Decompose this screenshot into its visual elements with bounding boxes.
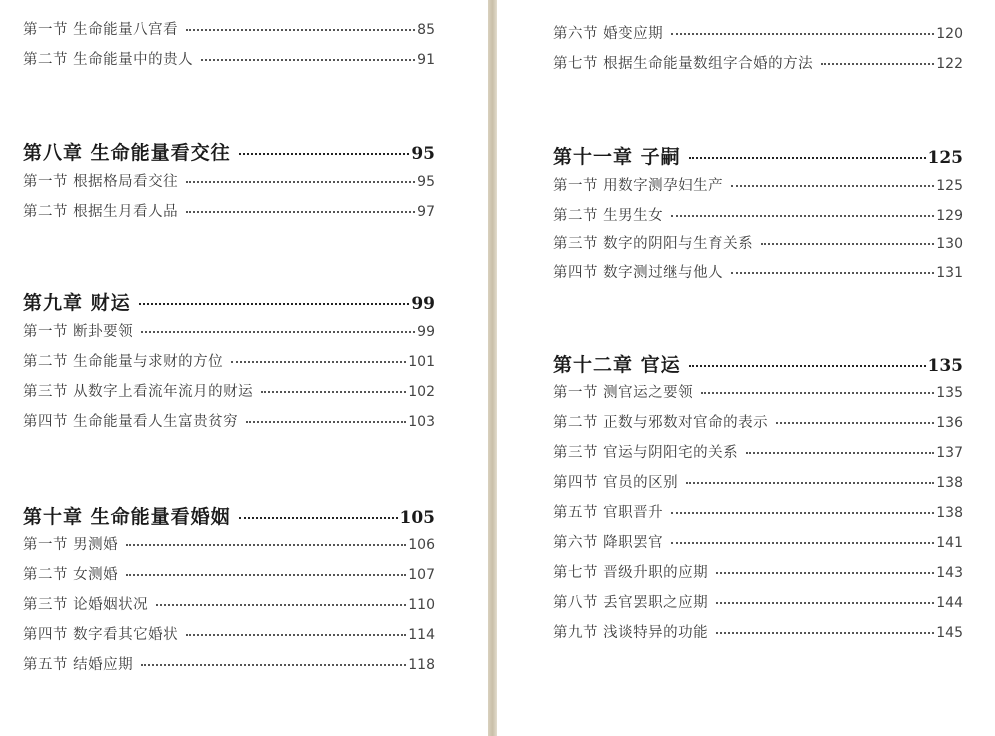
- dot-leader: [231, 360, 406, 363]
- dot-leader: [141, 663, 406, 666]
- page-number: 138: [936, 505, 963, 521]
- dot-leader: [731, 271, 934, 274]
- page-number: 141: [936, 535, 963, 551]
- entry-title: 第二节 生命能量与求财的方位: [23, 354, 224, 370]
- toc-entry: [553, 561, 963, 582]
- page-number: 143: [936, 565, 963, 581]
- entry-title: 第二节 生男生女: [553, 208, 664, 224]
- chapter-title: 第十章 生命能量看婚姻: [23, 506, 231, 528]
- dot-leader: [239, 516, 398, 519]
- entry-title: 第三节 官运与阴阳宅的关系: [553, 445, 739, 461]
- page-number: 136: [936, 415, 963, 431]
- entry-title: 第四节 数字看其它婚状: [23, 627, 179, 643]
- page-number: 125: [936, 178, 963, 194]
- page-number: 125: [927, 148, 963, 168]
- dot-leader: [671, 214, 934, 217]
- entry-title: 第二节 女测婚: [23, 567, 119, 583]
- entry-title: 第九节 浅谈特异的功能: [553, 625, 709, 641]
- toc-entry: [553, 411, 963, 432]
- toc-entry: [23, 200, 435, 221]
- toc-entry: [23, 350, 435, 371]
- page-number: 95: [417, 174, 435, 190]
- page-number: 129: [936, 208, 963, 224]
- entry-title: 第四节 官员的区别: [553, 475, 679, 491]
- entry-title: 第七节 晋级升职的应期: [553, 565, 709, 581]
- right-page: [497, 0, 995, 736]
- dot-leader: [141, 330, 415, 333]
- dot-leader: [139, 302, 410, 305]
- toc-entry: [553, 501, 963, 522]
- dot-leader: [671, 541, 934, 544]
- dot-leader: [239, 152, 410, 155]
- dot-leader: [761, 242, 934, 245]
- toc-entry: [23, 593, 435, 614]
- page-number: 99: [417, 324, 435, 340]
- dot-leader: [671, 511, 934, 514]
- entry-title: 第一节 男测婚: [23, 537, 119, 553]
- page-number: 101: [408, 354, 435, 370]
- dot-leader: [731, 184, 934, 187]
- dot-leader: [156, 603, 406, 606]
- toc-entry: [553, 621, 963, 642]
- page-number: 135: [927, 356, 963, 376]
- toc-entry: [553, 441, 963, 462]
- page-number: 103: [408, 414, 435, 430]
- toc-entry: [23, 320, 435, 341]
- dot-leader: [701, 391, 934, 394]
- dot-leader: [716, 601, 934, 604]
- entry-title: 第三节 论婚姻状况: [23, 597, 149, 613]
- chapter-title: 第十二章 官运: [553, 354, 681, 376]
- dot-leader: [716, 571, 934, 574]
- toc-entry: [23, 653, 435, 674]
- toc-entry: [23, 623, 435, 644]
- page-number: 130: [936, 236, 963, 252]
- page-number: 138: [936, 475, 963, 491]
- page-number: 91: [417, 52, 435, 68]
- dot-leader: [201, 58, 415, 61]
- dot-leader: [686, 481, 934, 484]
- entry-title: 第五节 官职晋升: [553, 505, 664, 521]
- page-number: 97: [417, 204, 435, 220]
- toc-entry: [23, 380, 435, 401]
- dot-leader: [126, 543, 406, 546]
- entry-title: 第一节 用数字测孕妇生产: [553, 178, 724, 194]
- page-number: 145: [936, 625, 963, 641]
- entry-title: 第六节 降职罢官: [553, 535, 664, 551]
- toc-entry: [553, 52, 963, 73]
- chapter-heading: [23, 138, 435, 165]
- page-number: 110: [408, 597, 435, 613]
- page-number: 107: [408, 567, 435, 583]
- page-number: 122: [936, 56, 963, 72]
- entry-title: 第四节 生命能量看人生富贵贫穷: [23, 414, 239, 430]
- entry-title: 第一节 测官运之要领: [553, 385, 694, 401]
- toc-entry: [553, 471, 963, 492]
- entry-title: 第三节 从数字上看流年流月的财运: [23, 384, 254, 400]
- toc-entry: [23, 563, 435, 584]
- dot-leader: [186, 633, 406, 636]
- page-number: 102: [408, 384, 435, 400]
- dot-leader: [689, 364, 926, 367]
- toc-entry: [553, 22, 963, 43]
- entry-title: 第一节 根据格局看交往: [23, 174, 179, 190]
- toc-entry: [553, 174, 963, 195]
- entry-title: 第三节 数字的阴阳与生育关系: [553, 236, 754, 252]
- entry-title: 第四节 数字测过继与他人: [553, 265, 724, 281]
- toc-entry: [553, 261, 963, 282]
- chapter-title: 第九章 财运: [23, 292, 131, 314]
- entry-title: 第五节 结婚应期: [23, 657, 134, 673]
- left-page: [0, 0, 490, 736]
- toc-entry: [553, 232, 963, 253]
- page-number: 114: [408, 627, 435, 643]
- dot-leader: [689, 156, 926, 159]
- dot-leader: [671, 32, 934, 35]
- entry-title: 第六节 婚变应期: [553, 26, 664, 42]
- page-number: 99: [411, 294, 435, 314]
- toc-entry: [553, 591, 963, 612]
- chapter-heading: [553, 142, 963, 169]
- dot-leader: [776, 421, 934, 424]
- page-number: 85: [417, 22, 435, 38]
- entry-title: 第二节 正数与邪数对官命的表示: [553, 415, 769, 431]
- chapter-heading: [23, 288, 435, 315]
- dot-leader: [246, 420, 406, 423]
- chapter-heading: [23, 502, 435, 529]
- page-number: 144: [936, 595, 963, 611]
- toc-entry: [553, 381, 963, 402]
- toc-entry: [553, 531, 963, 552]
- page-number: 137: [936, 445, 963, 461]
- entry-title: 第八节 丢官罢职之应期: [553, 595, 709, 611]
- entry-title: 第一节 生命能量八宫看: [23, 22, 179, 38]
- toc-entry: [23, 533, 435, 554]
- entry-title: 第一节 断卦要领: [23, 324, 134, 340]
- chapter-title: 第八章 生命能量看交往: [23, 142, 231, 164]
- dot-leader: [186, 180, 415, 183]
- dot-leader: [261, 390, 406, 393]
- dot-leader: [821, 62, 934, 65]
- page-number: 131: [936, 265, 963, 281]
- page-number: 135: [936, 385, 963, 401]
- dot-leader: [746, 451, 934, 454]
- chapter-heading: [553, 350, 963, 377]
- toc-entry: [23, 18, 435, 39]
- page-number: 95: [411, 144, 435, 164]
- toc-entry: [23, 170, 435, 191]
- chapter-title: 第十一章 子嗣: [553, 146, 681, 168]
- toc-entry: [553, 204, 963, 225]
- page-number: 120: [936, 26, 963, 42]
- page-number: 118: [408, 657, 435, 673]
- dot-leader: [186, 28, 415, 31]
- entry-title: 第七节 根据生命能量数组字合婚的方法: [553, 56, 814, 72]
- entry-title: 第二节 根据生月看人品: [23, 204, 179, 220]
- dot-leader: [716, 631, 934, 634]
- toc-entry: [23, 48, 435, 69]
- page-number: 105: [399, 508, 435, 528]
- dot-leader: [186, 210, 415, 213]
- page-number: 106: [408, 537, 435, 553]
- toc-entry: [23, 410, 435, 431]
- entry-title: 第二节 生命能量中的贵人: [23, 52, 194, 68]
- book-gutter: [488, 0, 497, 736]
- dot-leader: [126, 573, 406, 576]
